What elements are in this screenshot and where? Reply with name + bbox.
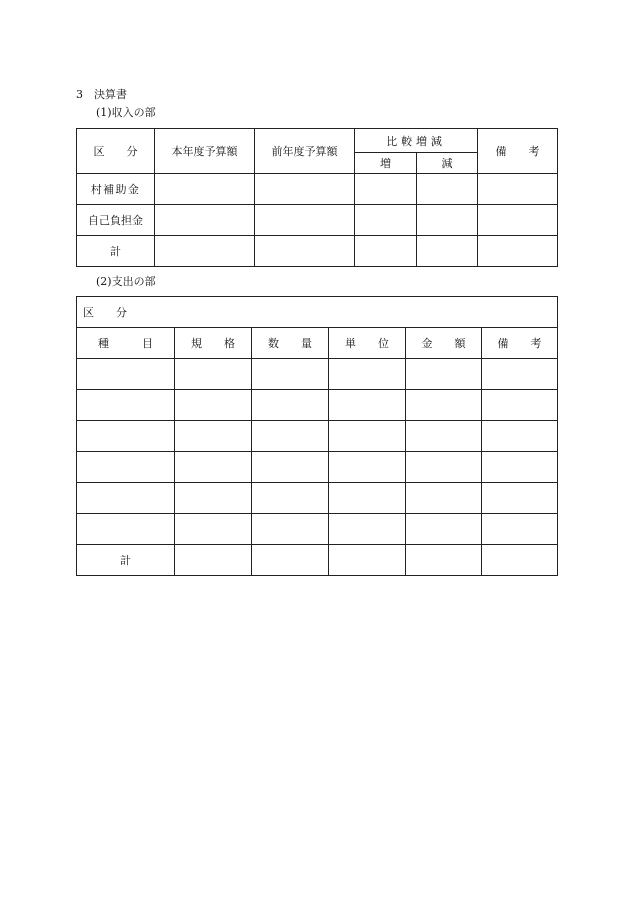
income-header-decrease: 減 [417, 153, 478, 174]
income-total-label: 計 [77, 236, 155, 267]
expense-category-label: 区 分 [77, 297, 558, 328]
expense-cell[interactable] [482, 390, 558, 421]
income-cell-remarks[interactable] [478, 174, 558, 205]
income-cell-decrease[interactable] [417, 236, 478, 267]
expense-cell[interactable] [482, 359, 558, 390]
expense-cell[interactable] [482, 514, 558, 545]
income-header-category: 区 分 [77, 129, 155, 174]
income-header-increase: 増 [355, 153, 417, 174]
expense-row [77, 452, 558, 483]
expense-body [77, 359, 558, 545]
expense-header-quantity: 数 量 [252, 328, 329, 359]
income-cell-decrease[interactable] [417, 205, 478, 236]
expense-cell[interactable] [175, 390, 252, 421]
expense-cell[interactable] [406, 452, 482, 483]
expense-header-item: 種 目 [77, 328, 175, 359]
expense-row [77, 514, 558, 545]
expense-cell[interactable] [329, 421, 406, 452]
expense-cell[interactable] [329, 452, 406, 483]
income-header-comparison: 比較増減 [355, 129, 478, 153]
expense-heading: (2)支出の部 [96, 275, 156, 288]
income-row-label: 自己負担金 [77, 205, 155, 236]
expense-cell[interactable] [482, 483, 558, 514]
expense-header-amount: 金 額 [406, 328, 482, 359]
income-cell-increase[interactable] [355, 174, 417, 205]
expense-cell[interactable] [77, 390, 175, 421]
income-header-previous-budget: 前年度予算額 [255, 129, 355, 174]
expense-cell[interactable] [77, 421, 175, 452]
expense-cell[interactable] [329, 483, 406, 514]
income-cell-current[interactable] [155, 174, 255, 205]
expense-cell[interactable] [252, 390, 329, 421]
expense-cell[interactable] [329, 545, 406, 576]
expense-row [77, 390, 558, 421]
expense-cell[interactable] [406, 421, 482, 452]
expense-cell[interactable] [406, 359, 482, 390]
income-cell-increase[interactable] [355, 236, 417, 267]
income-header-remarks: 備 考 [478, 129, 558, 174]
expense-cell[interactable] [252, 514, 329, 545]
expense-cell[interactable] [329, 514, 406, 545]
income-cell-current[interactable] [155, 205, 255, 236]
expense-total-label: 計 [77, 545, 175, 576]
expense-cell[interactable] [175, 421, 252, 452]
expense-cell[interactable] [252, 359, 329, 390]
income-header-current-budget: 本年度予算額 [155, 129, 255, 174]
expense-cell[interactable] [252, 452, 329, 483]
expense-cell[interactable] [406, 390, 482, 421]
income-cell-remarks[interactable] [478, 236, 558, 267]
expense-header-remarks: 備 考 [482, 328, 558, 359]
income-row [77, 174, 558, 205]
expense-row [77, 359, 558, 390]
expense-cell[interactable] [482, 545, 558, 576]
expense-cell[interactable] [329, 390, 406, 421]
expense-table [76, 296, 558, 576]
expense-total-row [77, 545, 558, 576]
income-cell-previous[interactable] [255, 174, 355, 205]
income-table [76, 128, 558, 267]
expense-header-spec: 規 格 [175, 328, 252, 359]
expense-cell[interactable] [175, 545, 252, 576]
expense-cell[interactable] [482, 452, 558, 483]
expense-cell[interactable] [406, 545, 482, 576]
income-cell-previous[interactable] [255, 205, 355, 236]
expense-cell[interactable] [252, 483, 329, 514]
income-cell-current[interactable] [155, 236, 255, 267]
expense-cell[interactable] [77, 359, 175, 390]
expense-cell[interactable] [329, 359, 406, 390]
expense-cell[interactable] [175, 514, 252, 545]
expense-cell[interactable] [77, 452, 175, 483]
expense-cell[interactable] [77, 483, 175, 514]
section-title: 3 決算書 [76, 88, 127, 101]
expense-cell[interactable] [252, 421, 329, 452]
income-row [77, 205, 558, 236]
income-row-label: 村補助金 [77, 174, 155, 205]
expense-cell[interactable] [406, 483, 482, 514]
income-cell-remarks[interactable] [478, 205, 558, 236]
expense-cell[interactable] [482, 421, 558, 452]
income-total-row [77, 236, 558, 267]
expense-cell[interactable] [252, 545, 329, 576]
expense-cell[interactable] [406, 514, 482, 545]
income-heading: (1)収入の部 [96, 106, 156, 119]
expense-cell[interactable] [175, 359, 252, 390]
expense-header-row [77, 328, 558, 359]
expense-header-unit: 単 位 [329, 328, 406, 359]
income-cell-decrease[interactable] [417, 174, 478, 205]
expense-cell[interactable] [175, 483, 252, 514]
income-cell-previous[interactable] [255, 236, 355, 267]
expense-row [77, 421, 558, 452]
income-cell-increase[interactable] [355, 205, 417, 236]
expense-row [77, 483, 558, 514]
expense-cell[interactable] [77, 514, 175, 545]
expense-cell[interactable] [175, 452, 252, 483]
